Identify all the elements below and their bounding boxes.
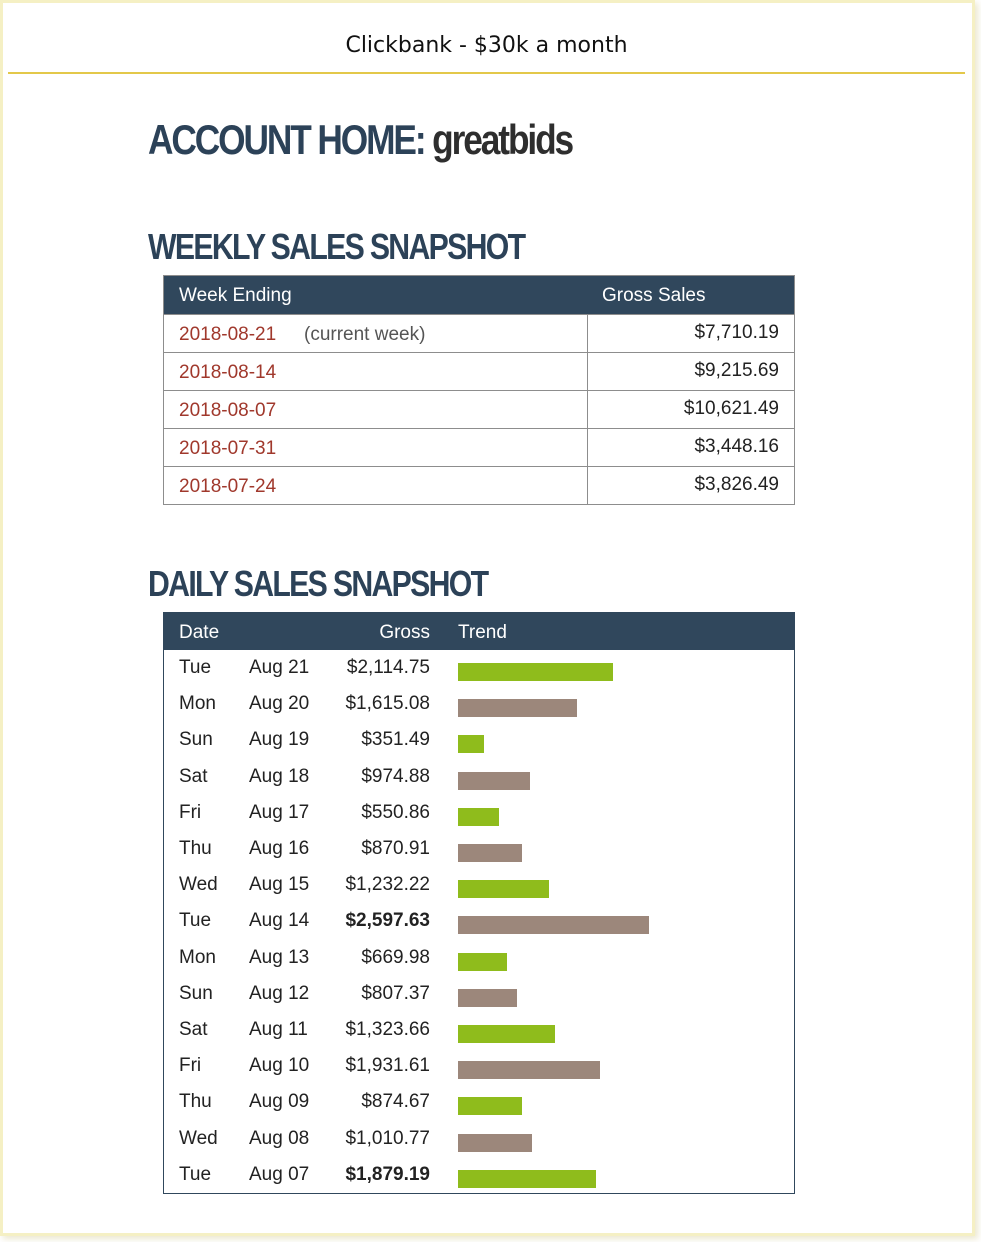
day-of-week: Wed [179,874,218,896]
day-of-week: Tue [179,1163,212,1185]
weekly-section-title: WEEKLY SALES SNAPSHOT [148,226,525,267]
day-date: Aug 16 [249,838,310,859]
daily-row [164,868,794,904]
weekly-row [164,352,794,390]
day-gross: $874.67 [361,1091,430,1113]
day-gross: $1,931.61 [345,1055,430,1077]
day-of-week: Thu [179,1091,212,1113]
day-date: Aug 21 [249,657,310,678]
week-gross-amount: $3,448.16 [694,436,779,457]
daily-row [164,1013,794,1049]
trend-bar [458,989,517,1007]
day-of-week: Sat [179,1019,208,1040]
day-gross: $351.49 [361,729,430,751]
column-divider [587,315,588,352]
week-date-link[interactable]: 2018-07-24 [179,476,277,497]
daily-row [164,796,794,832]
day-of-week: Fri [179,801,202,823]
day-date: Aug 19 [249,729,310,751]
day-gross: $1,323.66 [345,1019,430,1040]
day-of-week: Wed [179,1127,218,1149]
daily-row [164,941,794,977]
daily-sales-table [163,612,795,1194]
day-date: Aug 20 [249,693,310,715]
day-gross: $1,879.19 [345,1163,430,1185]
trend-bar [458,663,613,681]
trend-bar [458,844,522,862]
daily-section-title: DAILY SALES SNAPSHOT [148,563,488,604]
trend-bar [458,772,530,790]
weekly-row [164,390,794,428]
day-of-week: Tue [179,910,212,932]
day-gross: $807.37 [361,982,430,1004]
daily-row [164,723,794,759]
column-divider [587,429,588,466]
daily-row [164,1122,794,1158]
week-gross-amount: $3,826.49 [694,474,779,495]
trend-header: Trend [458,622,507,643]
day-date: Aug 18 [249,765,310,787]
week-date-link[interactable]: 2018-08-21 [179,324,277,345]
gross-sales-header: Gross Sales [602,285,706,306]
daily-row [164,977,794,1013]
week-gross-amount: $7,710.19 [694,322,779,343]
day-gross: $1,615.08 [345,693,430,715]
day-date: Aug 17 [249,801,310,823]
account-home-label: ACCOUNT HOME: [148,116,425,163]
day-gross: $1,010.77 [345,1127,430,1149]
week-date-link[interactable]: 2018-08-07 [179,400,277,421]
weekly-row [164,466,794,504]
day-date: Aug 10 [249,1055,310,1077]
day-date: Aug 07 [249,1163,310,1185]
trend-bar [458,1134,532,1152]
trend-bar [458,953,507,971]
day-gross: $974.88 [361,765,430,787]
day-of-week: Sun [179,982,213,1004]
trend-bar [458,735,484,753]
page-title [148,116,572,164]
weekly-row [164,428,794,466]
column-divider [587,467,588,504]
day-of-week: Mon [179,693,216,715]
day-of-week: Mon [179,946,216,968]
trend-bar [458,1061,600,1079]
daily-table-header [164,613,794,650]
day-date: Aug 08 [249,1127,310,1149]
daily-row [164,651,794,687]
trend-bar [458,699,577,717]
week-date-link[interactable]: 2018-07-31 [179,438,277,459]
caption-text: Clickbank - $30k a month [345,33,628,58]
weekly-sales-table [163,275,795,505]
trend-bar [458,808,499,826]
trend-bar [458,1025,555,1043]
week-gross-amount: $10,621.49 [683,398,779,419]
trend-bar [458,916,649,934]
date-header: Date [179,622,220,643]
trend-bar [458,1170,596,1188]
day-date: Aug 11 [249,1019,308,1040]
week-ending-header: Week Ending [179,285,292,306]
week-gross-amount: $9,215.69 [694,360,779,381]
day-gross: $870.91 [361,838,430,859]
column-divider [587,391,588,428]
day-gross: $2,114.75 [346,657,430,678]
trend-bar [458,880,549,898]
daily-row [164,687,794,723]
day-gross: $669.98 [361,946,430,968]
day-gross: $1,232.22 [345,874,430,896]
day-of-week: Thu [179,838,212,859]
gross-header: Gross [379,622,430,643]
weekly-row [164,314,794,352]
day-date: Aug 09 [249,1091,310,1113]
day-date: Aug 13 [249,946,310,968]
day-date: Aug 14 [249,910,310,932]
column-divider [587,353,588,390]
day-of-week: Fri [179,1055,202,1077]
weekly-table-header [164,276,794,314]
daily-row [164,904,794,940]
day-date: Aug 12 [249,982,310,1004]
day-gross: $550.86 [361,801,430,823]
week-note: (current week) [304,324,426,345]
account-name: greatbids [432,116,573,163]
daily-row [164,1049,794,1085]
day-of-week: Sun [179,729,213,751]
daily-row [164,832,794,868]
day-gross: $2,597.63 [345,910,430,932]
caption-bar [8,8,965,74]
day-of-week: Sat [179,765,208,787]
trend-bar [458,1097,522,1115]
week-date-link[interactable]: 2018-08-14 [179,362,277,383]
daily-row [164,1158,794,1194]
day-date: Aug 15 [249,874,310,896]
day-of-week: Tue [179,657,212,678]
daily-row [164,1085,794,1121]
daily-row [164,760,794,796]
